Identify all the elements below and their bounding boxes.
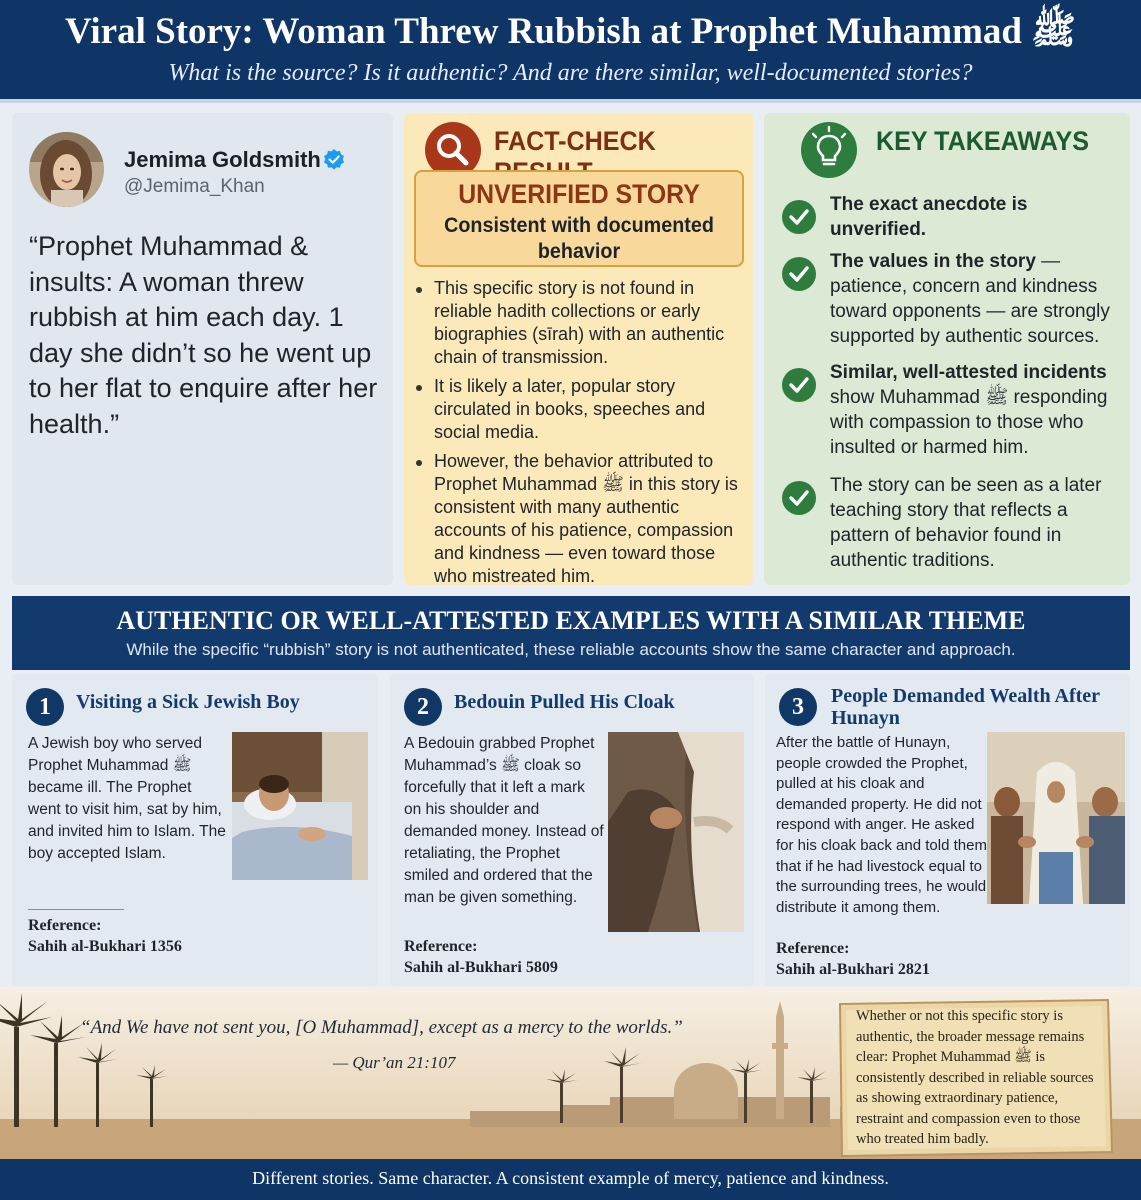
reference-label: Reference: bbox=[404, 938, 478, 955]
takeaway-item bbox=[830, 192, 1125, 242]
header bbox=[0, 0, 1141, 103]
hunayn-crowd-image bbox=[987, 732, 1125, 904]
footer bbox=[0, 1159, 1141, 1200]
takeaway-bold: Similar, well-attested incidents bbox=[830, 362, 1107, 383]
check-icon bbox=[782, 368, 816, 402]
takeaway-bold: The exact anecdote is unverified. bbox=[830, 194, 1028, 240]
example-title: Visiting a Sick Jewish Boy bbox=[76, 691, 300, 713]
page-subtitle: What is the source? Is it authentic? And are there similar, well-documented stories? bbox=[168, 60, 973, 86]
verdict-box bbox=[414, 170, 744, 267]
takeaway-text: — patience, concern and kindness toward opponents — are strongly supported by authentic sources. bbox=[830, 251, 1110, 347]
page-title: Viral Story: Woman Threw Rubbish at Prophet Muhammad ﷺ bbox=[65, 11, 1076, 52]
example-title: Bedouin Pulled His Cloak bbox=[454, 691, 675, 713]
divider bbox=[28, 909, 124, 910]
fact-check-points bbox=[434, 277, 752, 594]
example-body: A Bedouin grabbed Prophet Muhammad’s ﷺ cloak so forcefully that it left a mark on his shoulder and demanded money. Instead of retaliating, the Prophet smiled and ordered that the man be given something. bbox=[404, 735, 604, 906]
example-card-2 bbox=[390, 674, 754, 986]
examples-title: AUTHENTIC OR WELL-ATTESTED EXAMPLES WITH A SIMILAR THEME bbox=[116, 606, 1026, 635]
verdict-subtitle: Consistent with documented behavior bbox=[444, 214, 714, 263]
list-item: This specific story is not found in reliable hadith collections or early biographies (sīrah) with an authentic chain of transmission. bbox=[434, 277, 752, 369]
fact-check-card bbox=[404, 113, 753, 585]
example-body: A Jewish boy who served Prophet Muhammad ﷺ became ill. The Prophet went to visit him, sat by him, and invited him to Islam. The boy accepted Islam. bbox=[28, 735, 226, 862]
closing-note: Whether or not this specific story is authentic, the broader message remains clear: Prophet Muhammad ﷺ is consistently described in reliable sources as showing extraordinary patience, restraint and compassion even to those who treated him badly. bbox=[856, 1008, 1094, 1147]
takeaway-text: show Muhammad ﷺ responding with compassion to those who insulted or harmed him. bbox=[830, 387, 1108, 458]
key-takeaways-card bbox=[764, 113, 1130, 585]
verdict-label: UNVERIFIED STORY bbox=[458, 179, 700, 209]
example-number: 3 bbox=[779, 688, 817, 726]
takeaway-item bbox=[830, 473, 1125, 573]
avatar[interactable] bbox=[29, 132, 104, 207]
fact-check-title: FACT-CHECK bbox=[494, 126, 656, 156]
lightbulb-icon bbox=[800, 121, 858, 179]
tweet-handle[interactable]: @Jemima_Khan bbox=[124, 176, 265, 197]
reference-label: Reference: bbox=[28, 917, 102, 934]
examples-banner bbox=[12, 596, 1130, 670]
example-number: 1 bbox=[26, 688, 64, 726]
example-card-3 bbox=[765, 674, 1130, 986]
example-card-1 bbox=[12, 674, 378, 986]
check-icon bbox=[782, 257, 816, 291]
example-title: People Demanded Wealth After Hunayn bbox=[831, 685, 1100, 729]
reference-source: Sahih al-Bukhari 2821 bbox=[776, 961, 930, 978]
reference-label: Reference: bbox=[776, 940, 850, 957]
quran-reference: — Qur’an 21:107 bbox=[333, 1053, 456, 1072]
takeaway-text: The story can be seen as a later teaching story that reflects a pattern of behavior found in authentic traditions. bbox=[830, 475, 1102, 571]
tweet-card bbox=[12, 113, 393, 585]
reference-source: Sahih al-Bukhari 1356 bbox=[28, 938, 182, 955]
sick-boy-image bbox=[232, 732, 368, 880]
list-item: It is likely a later, popular story circulated in books, speeches and social media. bbox=[434, 375, 752, 444]
list-item: However, the behavior attributed to Prophet Muhammad ﷺ in this story is consistent with many authentic accounts of his patience, compassion and kindness — even toward those who mistreated him. bbox=[434, 450, 752, 588]
tweet-author-name[interactable]: Jemima Goldsmith bbox=[124, 147, 321, 172]
footer-text: Different stories. Same character. A consistent example of mercy, patience and kindness. bbox=[252, 1168, 889, 1188]
check-icon bbox=[782, 200, 816, 234]
takeaway-item bbox=[830, 360, 1125, 460]
example-number: 2 bbox=[404, 688, 442, 726]
check-icon bbox=[782, 481, 816, 515]
verified-badge-icon bbox=[322, 148, 346, 172]
takeaway-bold: The values in the story bbox=[830, 251, 1036, 272]
quran-verse: “And We have not sent you, [O Muhammad], except as a mercy to the worlds.” bbox=[80, 1017, 683, 1038]
key-takeaways-title: KEY TAKEAWAYS bbox=[876, 126, 1090, 156]
takeaway-item bbox=[830, 249, 1125, 349]
reference-source: Sahih al-Bukhari 5809 bbox=[404, 959, 558, 976]
example-body: After the battle of Hunayn, people crowded the Prophet, pulled at his cloak and demanded property. He did not respond with anger. He asked for his cloak back and told them that if he had livestock equal to the surrounding trees, he would distribute it among them. bbox=[776, 734, 987, 916]
bedouin-cloak-image bbox=[608, 732, 744, 932]
tweet-text: “Prophet Muhammad & insults: A woman threw rubbish at him each day. 1 day she didn’t so he went up to her flat to enquire after her health.” bbox=[29, 231, 378, 439]
examples-subtitle: While the specific “rubbish” story is not authenticated, these reliable accounts show the same character and approach. bbox=[126, 640, 1016, 659]
